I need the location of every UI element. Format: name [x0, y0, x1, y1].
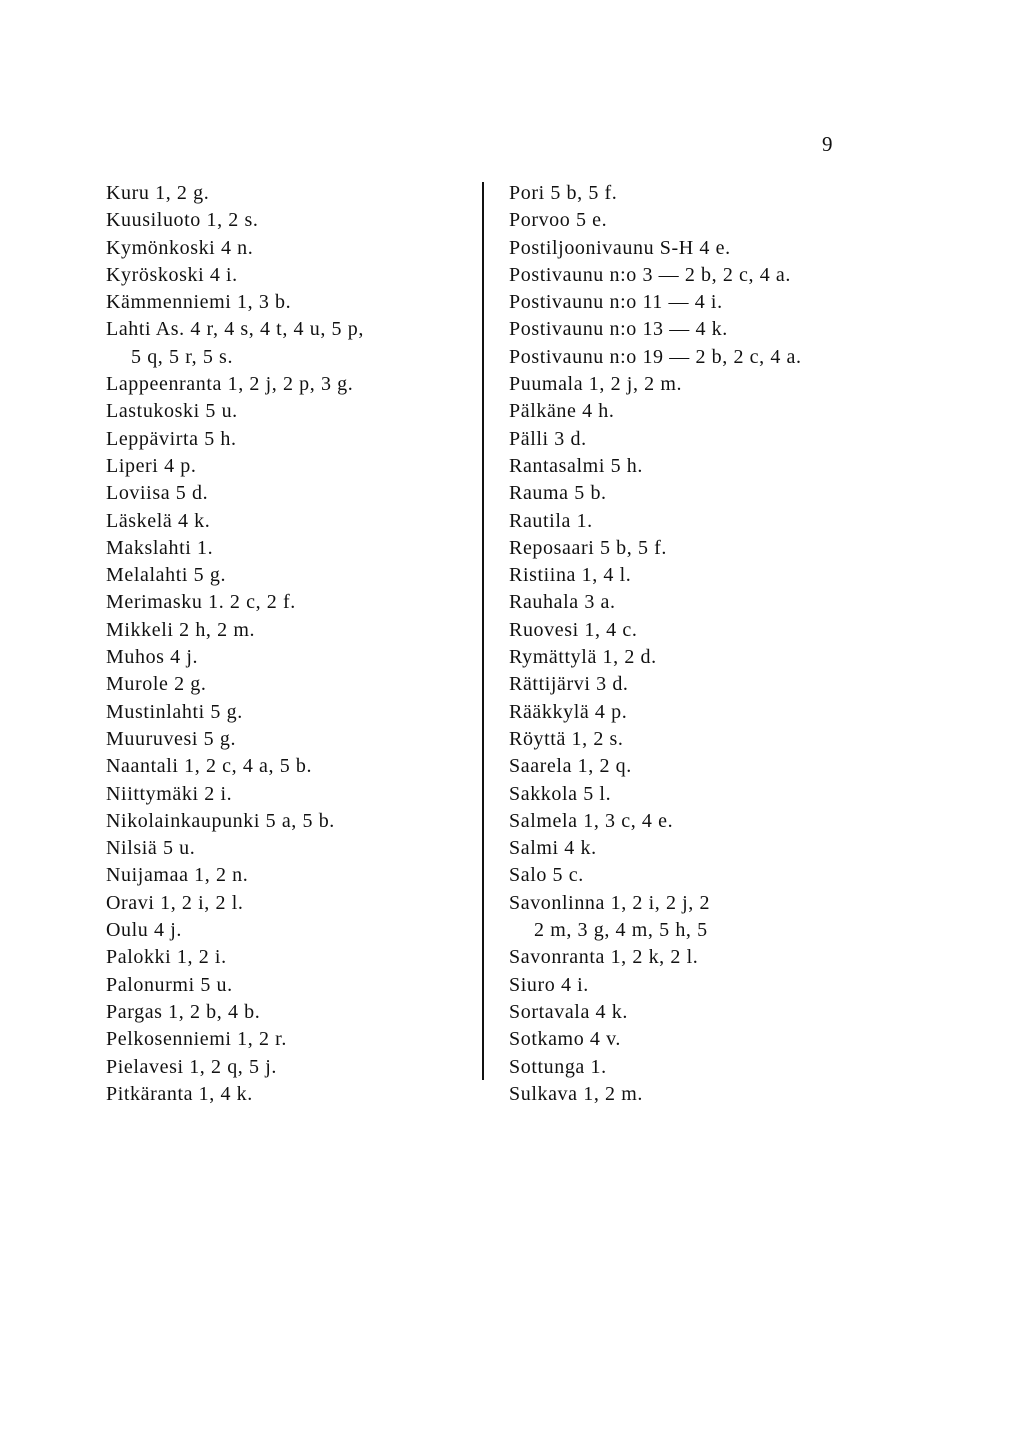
index-entry: Postivaunu n:o 13 — 4 k.	[509, 318, 728, 341]
index-entry: Liperi 4 p.	[106, 454, 197, 477]
index-entry: Niittymäki 2 i.	[106, 782, 233, 805]
index-entry: Reposaari 5 b, 5 f.	[509, 536, 668, 559]
index-entry: Salmela 1, 3 c, 4 e.	[509, 809, 674, 832]
index-entry: Salmi 4 k.	[509, 837, 597, 860]
column-divider	[482, 182, 484, 1080]
index-entry: Murole 2 g.	[106, 673, 207, 696]
index-entry: Nilsiä 5 u.	[106, 837, 196, 860]
index-entry: Pälli 3 d.	[509, 427, 587, 450]
index-entry: Rättijärvi 3 d.	[509, 673, 629, 696]
index-entry: Pielavesi 1, 2 q, 5 j.	[106, 1055, 277, 1078]
index-entry: Ruovesi 1, 4 c.	[509, 618, 638, 641]
index-entry: Makslahti 1.	[106, 536, 214, 559]
left-index-column	[106, 180, 364, 1108]
index-entry: Kämmenniemi 1, 3 b.	[106, 291, 292, 314]
index-entry: Leppävirta 5 h.	[106, 427, 237, 450]
index-entry: Postivaunu n:o 3 — 2 b, 2 c, 4 a.	[509, 263, 792, 286]
index-entry: Röyttä 1, 2 s.	[509, 727, 624, 750]
index-entry: Rauhala 3 a.	[509, 591, 616, 614]
index-entry: Siuro 4 i.	[509, 973, 589, 996]
index-entry: Pälkäne 4 h.	[509, 400, 615, 423]
index-entry: Saarela 1, 2 q.	[509, 755, 632, 778]
index-entry: Sakkola 5 l.	[509, 782, 612, 805]
index-entry: Nuijamaa 1, 2 n.	[106, 864, 249, 887]
index-entry: Oulu 4 j.	[106, 919, 182, 942]
index-entry: Sottunga 1.	[509, 1055, 607, 1078]
index-entry: Rääkkylä 4 p.	[509, 700, 628, 723]
index-entry: Pitkäranta 1, 4 k.	[106, 1082, 253, 1105]
index-entry: Nikolainkaupunki 5 a, 5 b.	[106, 809, 335, 832]
index-entry: 5 q, 5 r, 5 s.	[131, 345, 234, 368]
index-entry: Rantasalmi 5 h.	[509, 454, 643, 477]
index-entry: Kuusiluoto 1, 2 s.	[106, 209, 259, 232]
index-entry: Pori 5 b, 5 f.	[509, 182, 618, 204]
index-entry: Puumala 1, 2 j, 2 m.	[509, 373, 683, 396]
index-entry: Savonranta 1, 2 k, 2 l.	[509, 946, 699, 969]
index-entry: Pargas 1, 2 b, 4 b.	[106, 1000, 261, 1023]
index-entry: Mustinlahti 5 g.	[106, 700, 243, 723]
index-entry: Palokki 1, 2 i.	[106, 946, 227, 969]
index-entry: Postivaunu n:o 11 — 4 i.	[509, 291, 723, 314]
right-index-column	[509, 180, 802, 1108]
index-entry: Lappeenranta 1, 2 j, 2 p, 3 g.	[106, 373, 354, 396]
index-entry: Muhos 4 j.	[106, 646, 199, 669]
index-entry: Sotkamo 4 v.	[509, 1028, 622, 1051]
index-entry: Melalahti 5 g.	[106, 564, 227, 587]
index-entry: Sortavala 4 k.	[509, 1000, 628, 1023]
index-entry: Postiljoonivaunu S-H 4 e.	[509, 236, 731, 259]
index-entry: Palonurmi 5 u.	[106, 973, 233, 996]
index-entry: Rautila 1.	[509, 509, 593, 532]
index-entry: Kymönkoski 4 n.	[106, 236, 254, 259]
index-entry: Loviisa 5 d.	[106, 482, 209, 505]
index-entry: Rymättylä 1, 2 d.	[509, 646, 657, 669]
index-entry: Porvoo 5 e.	[509, 209, 608, 232]
index-entry: Kyröskoski 4 i.	[106, 263, 238, 286]
index-entry: Muuruvesi 5 g.	[106, 727, 237, 750]
index-entry: 2 m, 3 g, 4 m, 5 h, 5	[534, 919, 708, 942]
index-entry: Naantali 1, 2 c, 4 a, 5 b.	[106, 755, 313, 778]
index-entry: Rauma 5 b.	[509, 482, 607, 505]
index-entry: Salo 5 c.	[509, 864, 584, 887]
index-entry: Oravi 1, 2 i, 2 l.	[106, 891, 244, 914]
index-entry: Lahti As. 4 r, 4 s, 4 t, 4 u, 5 p,	[106, 318, 364, 341]
index-entry: Sulkava 1, 2 m.	[509, 1082, 643, 1105]
index-entry: Savonlinna 1, 2 i, 2 j, 2	[509, 891, 711, 914]
index-entry: Merimasku 1. 2 c, 2 f.	[106, 591, 296, 614]
index-entry: Mikkeli 2 h, 2 m.	[106, 618, 256, 641]
index-entry: Läskelä 4 k.	[106, 509, 211, 532]
index-entry: Postivaunu n:o 19 — 2 b, 2 c, 4 a.	[509, 345, 802, 368]
page-number: 9	[822, 132, 833, 156]
index-entry: Lastukoski 5 u.	[106, 400, 238, 423]
index-entry: Pelkosenniemi 1, 2 r.	[106, 1028, 287, 1051]
index-entry: Kuru 1, 2 g.	[106, 182, 210, 204]
index-entry: Ristiina 1, 4 l.	[509, 564, 632, 587]
